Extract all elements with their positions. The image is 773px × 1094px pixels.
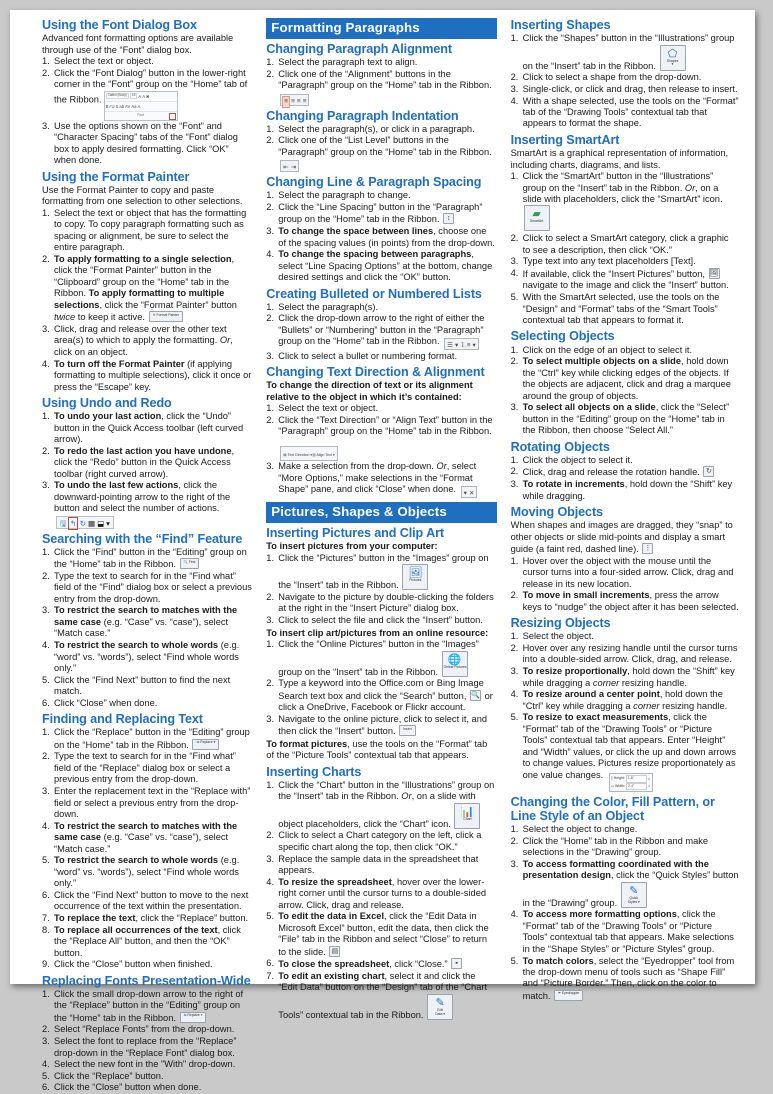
align-text-icon-label: Align Text — [316, 452, 332, 457]
section-intro-font-dialog: Advanced font formatting options are available through use of the “Font” dialog box. — [42, 33, 234, 55]
quick-styles-icon-label-1: Quick — [629, 895, 639, 900]
outro-format-pictures: To format pictures, use the tools on the “Format” tab of the “Picture Tools” contextual tab that appears. — [266, 738, 488, 761]
find-button-icon: 🔍 Find — [180, 558, 200, 569]
steps-insert-pictures-online — [266, 639, 496, 738]
list-item: To select all objects on a slide, click the “Select” button in the “Editing” group on the “Home” tab in the Ribbon, then choose “Select All.” — [522, 402, 730, 436]
format-painter-icon-label: Format Painter — [156, 312, 179, 317]
list-item: To restrict the search to matches with the same case (e.g. “Case” vs. “case”), select “Match case.” — [54, 605, 238, 639]
section-heading-text-direction: Changing Text Direction & Alignment — [266, 365, 485, 380]
list-item: To restrict the search to whole words (e.g. “word” vs. “words”), select “Find whole words only.” — [54, 640, 240, 673]
section-heading-undo-redo: Using Undo and Redo — [42, 395, 172, 410]
list-item: To resize proportionally, hold down the “Shift” key while dragging a corner resizing handle. — [522, 666, 735, 688]
list-item: Type the text to search for in the “Find what” field of the “Replace” dialog box or select a previous entry from the drop-down. — [54, 751, 236, 785]
list-item — [511, 33, 739, 72]
steps-text-direction — [266, 403, 496, 498]
list-item: Select “Replace Fonts” from the drop-down. — [54, 1024, 235, 1035]
section-heading-inserting-pictures: Inserting Pictures and Clip Art — [266, 526, 444, 541]
steps-undo-redo — [42, 411, 252, 529]
list-item: To close the spreadsheet, click “Close.” ▪ — [266, 958, 496, 970]
list-item: Click the object to select it. — [522, 454, 633, 465]
list-item: With a shape selected, use the tools on the “Format” tab of the “Drawing Tools” contextual tab that appears to format the shape. — [522, 95, 739, 129]
font-group-ribbon-icon: Calibri (Body) 18 A A ✖ B I U S ab AV Aa A Font — [104, 91, 178, 121]
height-value: 1.8" — [626, 775, 647, 782]
list-item: Click the “Close” button when done. — [54, 1082, 202, 1093]
list-item: To resize the spreadsheet, hover over the lower-right corner until the cursor turns to a double-sided arrow. Click, drag and release. — [278, 876, 487, 910]
list-item — [266, 135, 496, 172]
list-item: Click, drag and release over the other text area(s) to which to apply the formatting. Or, click on an object. — [54, 323, 233, 357]
list-item — [42, 547, 252, 571]
list-item: Single-click, or click and drag, then release to insert. — [522, 83, 738, 94]
section-heading-resizing-objects: Resizing Objects — [510, 616, 611, 631]
list-item — [266, 714, 496, 738]
list-item — [266, 415, 496, 461]
list-item: Click the “Close” button when finished. — [54, 959, 213, 970]
shapes-button-icon: ⬠ Shapes ▾ — [660, 45, 686, 71]
section-heading-paragraph-alignment: Changing Paragraph Alignment — [266, 41, 452, 56]
steps-bulleted-lists — [266, 302, 496, 362]
list-item: Select the paragraph(s), or click in a paragraph. — [278, 123, 475, 134]
steps-find-feature — [42, 547, 252, 710]
list-item: Select the paragraph to change. — [278, 190, 411, 201]
list-item: To change the spacing between paragraphs, select “Line Spacing Options” at the bottom, change desired settings and click the “OK” button. — [278, 249, 493, 283]
height-width-spinner-icon: ▯ Height: 1.8" ⇕ ▭ Width: 2.4" ⇕ — [609, 773, 653, 792]
width-value: 2.4" — [626, 783, 647, 790]
list-item: To access formatting coordinated with the presentation design, click the “Quick Styles” button in the “Drawing” group. ✎ Quick Styles ▾ — [522, 858, 739, 908]
steps-rotating-objects — [511, 455, 739, 502]
column-2 — [260, 18, 504, 1020]
list-item: To apply formatting to a single selection, click the “Format Painter” button in the “Clipboard” group on the “Home” tab in the Ribbon. To apply formatting to multiple selections, click the “Format Painter” button twice to keep it active. ❖ Format Painter — [54, 253, 237, 323]
step-text: Click the “Shapes” button in the “Illustrations” group on the “Insert” tab in the Ribbon. — [522, 33, 735, 71]
edit-data-button-icon: ✎ Edit Data ▾ — [427, 994, 453, 1020]
list-item — [266, 639, 496, 678]
step-text: Click the small drop-down arrow to the right of the “Replace” button in the “Editing” group on the “Home” tab in the Ribbon. — [54, 988, 244, 1023]
list-item — [42, 989, 252, 1024]
list-item: Click to select a bullet or numbering format. — [278, 350, 458, 361]
list-item: With the SmartArt selected, use the tools on the “Design” and “Format” tabs of the “Smart Tools” contextual tab that appears to format it. — [522, 292, 720, 325]
steps-insert-pictures-computer — [266, 553, 496, 627]
excel-button-icon: ▤ — [329, 946, 340, 957]
section-heading-rotating-objects: Rotating Objects — [510, 439, 610, 454]
intro-text: When shapes and images are dragged, they “snap” to other objects or slide mid-points and display a smart guide (a faint red, dashed line). — [510, 520, 733, 555]
step-text: Click the “Online Pictures” button in the “Images” group on the “Insert” tab in the Ribbon. — [278, 639, 479, 677]
list-item: Select the paragraph text to align. — [278, 56, 418, 67]
steps-format-painter — [42, 208, 252, 393]
smartart-button-icon: ▰ SmartArt — [524, 205, 550, 231]
list-item — [511, 466, 739, 478]
line-spacing-button-icon: ↕ — [443, 213, 454, 224]
insert-button-icon — [399, 725, 415, 736]
section-heading-bulleted-lists: Creating Bulleted or Numbered Lists — [266, 286, 482, 301]
list-item: Click on the edge of an object to select it. — [522, 344, 693, 355]
list-item: To redo the last action you have undone, click the “Redo” button in the Quick Access toolbar (right curved arrow). — [54, 445, 235, 479]
height-label: Height: — [613, 776, 625, 781]
section-intro-moving-objects — [511, 520, 739, 556]
steps-inserting-smartart — [511, 171, 739, 326]
list-item: Click the “Replace” button. — [54, 1070, 164, 1081]
insert-pictures-button-icon: 🖼 — [709, 269, 719, 277]
list-item: Type a keyword into the Office.com or Bing Image Search text box and click the “Search” button, 🔍 or click a OneDrive, Facebook or Flickr account. — [278, 678, 493, 713]
list-item: Select the object to change. — [522, 824, 638, 835]
section-heading-replace-fonts: Replacing Fonts Presentation-Wide — [42, 973, 251, 988]
online-pictures-icon-label: Online Pictures — [443, 664, 467, 669]
online-pictures-button-icon: 🌐 Online Pictures — [442, 651, 468, 677]
list-item: Click the “Home” tab in the Ribbon and make selections in the “Drawing” group. — [522, 835, 709, 858]
list-item: Select the text or object that has the formatting to copy. To copy paragraph formatting such as spacing or alignment, be sure to select the entire paragraph. — [54, 207, 247, 253]
step-text: Click the “Find” button in the “Editing” group on the “Home” tab in the Ribbon. — [54, 546, 247, 570]
pictures-button-icon: 🖼 Pictures — [402, 564, 428, 590]
quick-access-toolbar-icon: 🖫 ↰ ↻ ▦ ⬓ ▾ — [56, 516, 114, 529]
text-direction-icon-label: Text Direction — [287, 452, 310, 457]
quick-styles-button-icon: ✎ Quick Styles ▾ — [621, 882, 647, 908]
step-text: Navigate to the online picture, click to select it, and then click the “Insert” button. — [278, 713, 488, 737]
list-item: Hover over the object with the mouse until the cursor turns into a four-sided arrow. Click, drag and release in its new location. — [522, 555, 734, 589]
list-item: To select multiple objects on a slide, hold down the “Ctrl” key while clicking edges of the objects. If the objects are adjacent, click and drag a marquee around the group of objects. — [522, 356, 731, 401]
pictures-icon-label: Pictures — [409, 578, 422, 583]
step-text: Click the drop-down arrow to the right of either the “Bullets” or “Numbering” button in the “Paragraph” group on the “Home” tab in the Ribbon. — [278, 313, 485, 347]
list-item: To resize around a center point, hold down the “Ctrl” key while dragging a corner resizing handle. — [522, 689, 728, 711]
section-heading-inserting-shapes: Inserting Shapes — [510, 18, 611, 32]
step-text: Click one of the “List Level” buttons in the “Paragraph” group on the “Home” tab in the Ribbon. — [278, 135, 492, 157]
column-3 — [505, 18, 749, 1001]
replace-button-icon: ⇋ Replace ▾ — [192, 739, 219, 750]
list-item: Select the new font in the "With" drop-down. — [54, 1059, 236, 1070]
list-item: Navigate to the picture by double-clicking the folders at the right in the “Insert Picture” dialog box. — [278, 591, 494, 614]
list-item — [266, 202, 496, 226]
alignment-buttons-icon: ≡ ≡ ≡ ≡ — [280, 94, 309, 106]
list-item: To undo your last action, click the “Undo” button in the Quick Access toolbar (left curved arrow). — [54, 411, 244, 444]
banner-pictures-shapes-objects: Pictures, Shapes & Objects — [266, 502, 496, 523]
list-item — [42, 727, 252, 751]
intro-insert-from-online: To insert clip art/pictures from an online resource: — [266, 627, 489, 638]
list-item: Make a selection from the drop-down. Or, select “More Options,” make selections in the “Format Shape” pane, and click “Close” when done. ▾ ✕ — [278, 461, 477, 498]
steps-replace-fonts — [42, 989, 252, 1094]
steps-inserting-charts — [266, 780, 496, 1022]
replace-icon-label: Replace — [200, 740, 213, 745]
step-text: Click the “Font Dialog” button in the lower-right corner in the “Font” group on the “Home” tab of the Ribbon. — [54, 67, 248, 105]
format-painter-button-icon: ❖ Format Painter — [149, 311, 183, 322]
step-text: Click the “Line Spacing” button in the “Paragraph” group on the “Home” tab in the Ribbon. — [278, 202, 483, 225]
list-item: Click the “Find Next” button to find the next match. — [54, 674, 231, 697]
rotation-handle-icon: ↻ — [703, 466, 714, 477]
list-item: To rotate in increments, hold down the “Shift” key while dragging. — [522, 479, 733, 501]
list-item: Click “Close” when done. — [54, 697, 158, 708]
insert-icon-label: Insert — [403, 726, 412, 731]
find-icon-label: Find — [188, 559, 196, 564]
steps-paragraph-alignment — [266, 57, 496, 106]
list-item: Type the text to search for in the “Find what” field of the “Find” dialog box or select a previous entry from the drop-down. — [54, 570, 252, 604]
list-item: Replace the sample data in the spreadsheet that appears. — [278, 853, 479, 876]
list-item — [42, 68, 252, 121]
list-item: To undo the last few actions, click the downward-pointing arrow to the right of the button and select the number of actions. 🖫 ↰ ↻ ▦ ⬓ ▾ — [54, 480, 231, 528]
list-item: Hover over any resizing handle until the cursor turns into a double-sided arrow. Click, drag, and release. — [522, 642, 738, 665]
shapes-icon-label: Shapes — [666, 58, 679, 63]
section-intro-format-painter: Use the Format Painter to copy and paste formatting from one selection to other selections. — [42, 184, 243, 207]
section-heading-font-dialog: Using the Font Dialog Box — [42, 18, 197, 32]
list-item: Click the “Chart” button in the “Illustrations” group on the “Insert” tab in the Ribbon. Or, on a slide with object placeholders, click the “Chart” icon. 📊 Chart — [278, 779, 495, 829]
list-item: Use the options shown on the “Font” and “Character Spacing” tabs of the “Font” dialog box to apply desired formatting. Click “OK” when done. — [54, 120, 238, 166]
step-text: Click, drag and release the rotation handle. — [522, 467, 700, 478]
step-text: Click the “Text Direction” or “Align Text” button in the “Paragraph” group on the “Home” tab in the Ribbon. — [278, 414, 493, 437]
list-item: If available, click the “Insert Pictures” button, 🖼 navigate to the image and click the “Insert” button. — [522, 268, 729, 291]
bullets-numbering-buttons-icon: ☰ ▾ ⒈≡ ▾ — [444, 338, 479, 350]
section-heading-selecting-objects: Selecting Objects — [510, 329, 615, 344]
steps-paragraph-indentation — [266, 124, 496, 173]
smart-guide-icon: ⋮ — [644, 545, 652, 553]
eyedropper-button-icon: ✒ Eyedropper — [554, 990, 583, 1001]
search-button-icon: 🔍 — [471, 691, 480, 699]
section-heading-format-painter: Using the Format Painter — [42, 169, 190, 184]
eyedropper-icon-label: Eyedropper — [561, 991, 580, 996]
text-direction-align-text-icon: ▤ Text Direction ▾▥ Align Text ▾ — [280, 446, 337, 461]
three-column-layout — [16, 18, 749, 1093]
step-text: Click the “Replace” button in the “Editing” group on the “Home” tab in the Ribbon. — [54, 727, 250, 750]
list-item: To resize to exact measurements, click the “Format” tab of the “Drawing Tools” or “Picture Tools” contextual tab that appears. Enter “Height” and “Width” values, or click the up and down arrows to change values. Pictures resize proportionately as one value changes. ▯ Height: 1.8" ⇕ ▭ Width: 2.4" ⇕ — [511, 712, 739, 792]
step-text: Click the “Pictures” button in the “Images” group on the “Insert” tab in the Ribbon. — [278, 552, 489, 591]
steps-changing-color-fill — [511, 824, 739, 1002]
section-intro-text-direction: To change the direction of text or its alignment relative to the object in which it’s contained: — [266, 380, 473, 402]
list-item: To edit an existing chart, select it and click the “Edit Data” button on the “Design” tab of the “Chart Tools” contextual tab in the Ribbon. ✎ Edit Data ▾ — [278, 971, 488, 1020]
section-heading-paragraph-indentation: Changing Paragraph Indentation — [266, 108, 459, 123]
close-pane-icon: ▾ ✕ — [461, 486, 478, 498]
width-label: Width: — [615, 783, 626, 788]
quick-styles-icon-label-2: Styles — [627, 899, 638, 904]
steps-resizing-objects — [511, 631, 739, 792]
list-item: Click to select a Chart category on the left, click a specific chart along the top, then click “OK.” — [278, 830, 482, 852]
list-item: To replace the text, click the “Replace” button. — [54, 912, 249, 923]
list-item: Click to select a SmartArt category, click a graphic to see a description, then click “OK.” — [522, 233, 729, 255]
list-item: Select the object. — [522, 631, 594, 642]
list-item: To edit the data in Excel, click the “Edit Data in Microsoft Excel” button, edit the data, then click the “File” tab in the Ribbon and select “Close” to return to the slide. ▤ — [278, 911, 489, 957]
list-item: Click the “Find Next” button to move to the next occurrence of the text within the presentation. — [54, 889, 249, 912]
close-spreadsheet-icon: ▪ — [451, 958, 462, 969]
steps-selecting-objects — [511, 345, 739, 437]
replace-dropdown-button-icon: ⇋ Replace ▾ — [180, 1012, 207, 1023]
section-heading-find-feature: Searching with the “Find” Feature — [42, 531, 243, 546]
step-text: Click one of the “Alignment” buttons in the “Paragraph” group on the “Home” tab in the Ribbon. — [278, 68, 492, 91]
intro-insert-from-computer: To insert pictures from your computer: — [266, 541, 438, 552]
list-item: Type text into any text placeholders [Text]. — [522, 256, 696, 267]
steps-inserting-shapes — [511, 33, 739, 130]
steps-line-spacing — [266, 190, 496, 283]
reference-card-page — [10, 10, 755, 1093]
section-heading-moving-objects: Moving Objects — [510, 505, 603, 519]
list-item: To restrict the search to whole words (e.g. “word” vs. “words”), select “Find whole words only.” — [54, 855, 240, 889]
list-item — [266, 313, 496, 350]
list-item — [266, 553, 496, 592]
section-heading-line-spacing: Changing Line & Paragraph Spacing — [266, 175, 482, 190]
section-heading-inserting-charts: Inserting Charts — [266, 764, 362, 779]
list-item: To restrict the search to matches with the same case (e.g. “Case” vs. “case”), select “Match case.” — [54, 820, 238, 854]
list-item: To turn off the Format Painter (if applying formatting to multiple selections), click it once or press the “Escape” key. — [54, 358, 252, 392]
steps-moving-objects — [511, 556, 739, 614]
list-item: Click the “SmartArt” button in the “Illustrations” group on the “Insert” tab in the Ribbon. Or, on a slide with placeholders, click the “SmartArt” icon. ▰ SmartArt — [511, 171, 739, 233]
steps-find-replace — [42, 727, 252, 970]
steps-font-dialog — [42, 56, 252, 167]
list-item: Click to select a shape from the drop-down. — [522, 72, 702, 83]
list-item: To match colors, select the “Eyedropper” tool from the drop-down menu of tools such as “Shape Fill” and “Picture Border.” Then, click on the color to match. ✒ Eyedropper — [522, 955, 735, 1001]
list-item: To move in small increments, press the arrow keys to “nudge” the object after it has been selected. — [522, 590, 739, 612]
list-item: To replace all occurrences of the text, click the “Replace All” button, and then the “OK” button. — [54, 924, 241, 958]
list-item: Click to select the file and click the “Insert” button. — [278, 615, 483, 626]
smartart-icon-label: SmartArt — [529, 219, 544, 224]
list-item: Select the text or object. — [278, 403, 379, 414]
chart-button-icon: 📊 Chart — [454, 803, 480, 829]
replace-dropdown-icon-label: Replace — [187, 1013, 200, 1018]
list-item: Enter the replacement text in the “Replace with” field or select a previous entry from the drop-down. — [54, 786, 251, 819]
section-intro-smartart: SmartArt is a graphical representation of information, including charts, diagrams, and lists. — [510, 148, 729, 170]
list-item: Select the font to replace from the “Replace” drop-down in the “Replace Font” dialog box. — [54, 1036, 237, 1058]
list-level-buttons-icon: ⇤ ⇥ — [280, 160, 299, 172]
list-item: Select the text or object. — [54, 56, 154, 67]
list-item: To access more formatting options, click the “Format” tab of the “Drawing Tools” or “Picture Tools” contextual tab that appears. Make selections in the “Shape Styles” or “Picture Styles” group. — [522, 909, 734, 954]
chart-icon-label: Chart — [463, 816, 472, 821]
list-item: Select the paragraph(s). — [278, 301, 379, 312]
column-1 — [16, 18, 260, 1093]
banner-formatting-paragraphs: Formatting Paragraphs — [266, 18, 496, 39]
section-heading-inserting-smartart: Inserting SmartArt — [510, 132, 620, 147]
list-item — [266, 69, 496, 106]
list-item: To change the space between lines, choose one of the spacing values (in points) from the drop-down. — [278, 226, 495, 248]
section-heading-find-replace: Finding and Replacing Text — [42, 712, 203, 727]
section-heading-changing-color-fill: Changing the Color, Fill Pattern, or Line Style of an Object — [510, 794, 715, 823]
